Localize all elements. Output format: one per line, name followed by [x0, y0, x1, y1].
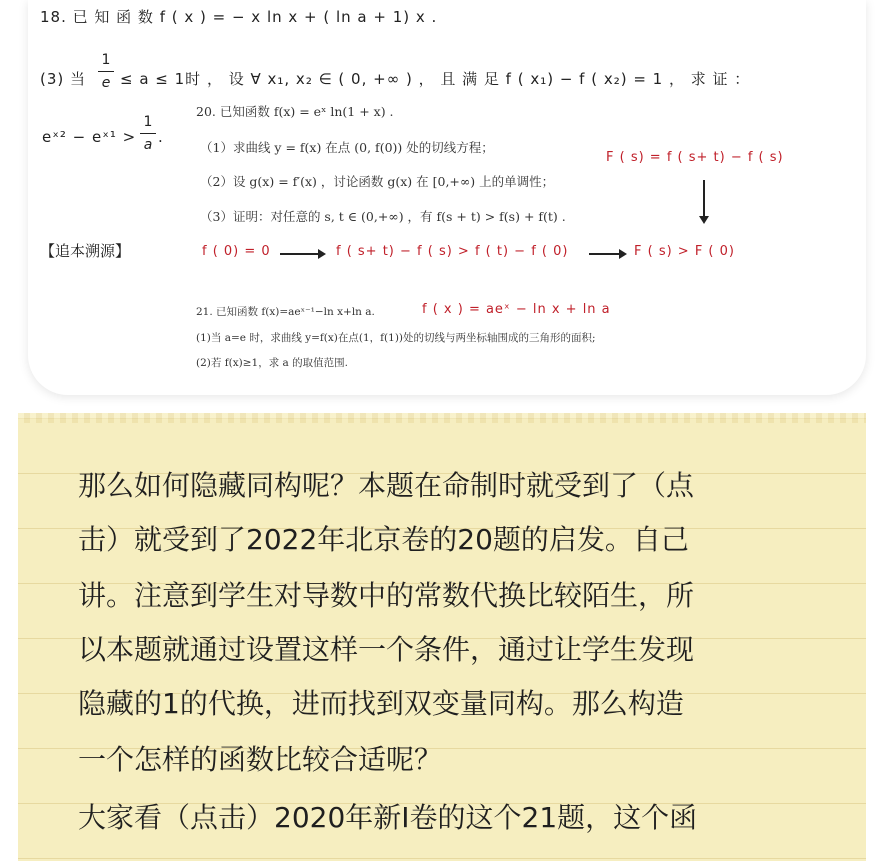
note-line-2: 击）就受到了2022年北京卷的20题的启发。自己 [78, 523, 689, 556]
fraction-numerator: 1 [101, 52, 111, 68]
problem-20-part2: （2）设 g(x) = f′(x) ，讨论函数 g(x) 在 [0,+∞) 上的单调性； [200, 174, 555, 189]
F-s-definition: F ( s) = f ( s+ t) − f ( s) [606, 150, 784, 165]
fraction-numerator: 1 [143, 114, 153, 130]
f21-annotation: f ( x ) = aeˣ − ln x + ln a [422, 302, 611, 317]
problem-21-part1: (1)当 a=e 时，求曲线 y=f(x)在点(1，f(1))处的切线与两坐标轴围成的三角形的面积; [196, 332, 596, 344]
fraction-denominator: a [143, 137, 153, 153]
problem-18-part3-prefix: (3) 当 [40, 70, 87, 88]
note-line-6: 一个怎样的函数比较合适呢？ [78, 743, 443, 776]
down-arrow-icon [703, 180, 705, 222]
problem-21-part2: (2)若 f(x)≥1，求 a 的取值范围. [196, 357, 348, 369]
note-line-3: 讲。注意到学生对导数中的常数代换比较陌生，所 [78, 579, 695, 612]
chain-f0: f ( 0) = 0 [202, 244, 271, 259]
problem-20-part3: （3）证明：对任意的 s, t ∈ (0,+∞) ，有 f(s + t) > f(s) + f(t) . [200, 209, 566, 224]
inequality-period: . [158, 128, 164, 146]
note-line-7: 大家看（点击）2020年新I卷的这个21题，这个函 [78, 801, 698, 834]
right-arrow-icon [280, 253, 324, 255]
problem-18-part3-condition: ≤ a ≤ 1时 ， 设 ∀ x₁, x₂ ∈ ( 0, +∞ ) ， 且 满 足 f ( x₁) − f ( x₂) = 1 ， 求 证 ： [120, 70, 751, 88]
problem-18-statement: 18. 已 知 函 数 f ( x ) = − x ln x + ( ln a + 1) x . [40, 8, 438, 26]
note-line-5: 隐藏的1的代换，进而找到双变量同构。那么构造 [78, 687, 684, 720]
fraction-1-over-a [140, 114, 156, 153]
problem-21-title: 21. 已知函数 f(x)=aeˣ⁻¹−ln x+ln a. [196, 306, 375, 318]
problem-18-inequality: eˣ² − eˣ¹ > [42, 128, 137, 146]
problem-20-title: 20. 已知函数 f(x) = eˣ ln(1 + x) . [196, 104, 394, 119]
fraction-denominator: e [101, 75, 111, 91]
chain-F-inequality: F ( s) > F ( 0) [634, 244, 735, 259]
fraction-1-over-e [98, 52, 114, 91]
problem-20-part1: （1）求曲线 y = f(x) 在点 (0, f(0)) 处的切线方程； [200, 140, 494, 155]
paper-edge [18, 413, 866, 423]
trace-label: 【追本溯源】 [40, 242, 131, 260]
chain-inequality: f ( s+ t) − f ( s) > f ( t) − f ( 0) [336, 244, 569, 259]
note-line-4: 以本题就通过设置这样一个条件，通过让学生发现 [78, 633, 695, 666]
note-line-1: 那么如何隐藏同构呢？本题在命制时就受到了（点 [78, 469, 695, 502]
right-arrow-icon [589, 253, 625, 255]
